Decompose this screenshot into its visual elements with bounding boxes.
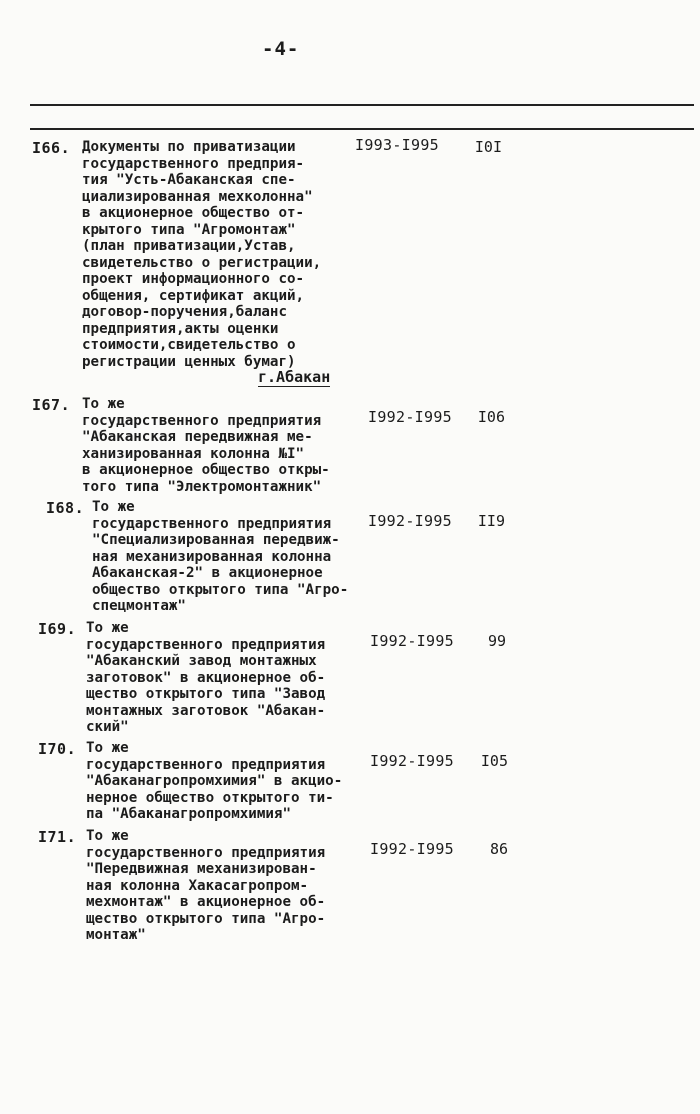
entry-sheet-count: I06 bbox=[477, 408, 505, 426]
page-number: -4- bbox=[262, 38, 300, 60]
header-rule-top bbox=[30, 104, 694, 106]
entry-dates: I993-I995 bbox=[355, 136, 439, 154]
entry-number: I68. bbox=[46, 499, 85, 517]
entry-dates: I992-I995 bbox=[370, 840, 454, 858]
entry-description: То же государственного предприятия "Передвижная механизирован- ная колонна Хакасагропром- мехмонтаж" в акционерное об- щество открытого типа "Агро- монтаж" bbox=[86, 828, 326, 943]
entry-number: I67. bbox=[32, 396, 71, 414]
entry-description: То же государственного предприятия "Специализированная передвиж- ная механизированная колонна Абаканская-2" в акционерное общество открытого типа "Агро- спецмонтаж" bbox=[92, 499, 349, 614]
entry-sheet-count: 99 bbox=[487, 632, 506, 650]
entry-description: То же государственного предприятия "Абаканская передвижная ме- ханизированная колонна №I" в акционерное общество откры- того типа "Электромонтажник" bbox=[82, 396, 330, 495]
entry-dates: I992-I995 bbox=[368, 408, 452, 426]
entry-number: I69. bbox=[38, 620, 77, 638]
entry-number: I71. bbox=[38, 828, 77, 846]
header-rule-bottom bbox=[30, 128, 694, 130]
entry-description: Документы по приватизации государственного предприя- тия "Усть-Абаканская спе- циализированная мехколонна" в акционерное общество от- крытого типа "Агромонтаж" (план приватизации,Устав, свидетельство о регистрации, проект информационного со- общения, сертификат акций, договор-поручения,баланс предприятия,акты оценки стоимости,свидетельство о регистрации ценных бумаг) bbox=[82, 139, 322, 370]
place-heading: г.Абакан bbox=[258, 368, 331, 386]
entry-description: То же государственного предприятия "Абаканский завод монтажных заготовок" в акционерное об- щество открытого типа "Завод монтажных заготовок "Абакан- ский" bbox=[86, 620, 326, 735]
entry-number: I70. bbox=[38, 740, 77, 758]
entry-sheet-count: I05 bbox=[480, 752, 508, 770]
entry-dates: I992-I995 bbox=[368, 512, 452, 530]
entry-dates: I992-I995 bbox=[370, 752, 454, 770]
entry-sheet-count: 86 bbox=[489, 840, 508, 858]
entry-sheet-count: I0I bbox=[474, 138, 502, 156]
entry-number: I66. bbox=[32, 139, 71, 157]
entry-dates: I992-I995 bbox=[370, 632, 454, 650]
entry-description: То же государственного предприятия "Абаканагропромхимия" в акцио- нерное общество открытого ти- па "Абаканагропромхимия" bbox=[86, 740, 343, 822]
entry-sheet-count: II9 bbox=[477, 512, 505, 530]
